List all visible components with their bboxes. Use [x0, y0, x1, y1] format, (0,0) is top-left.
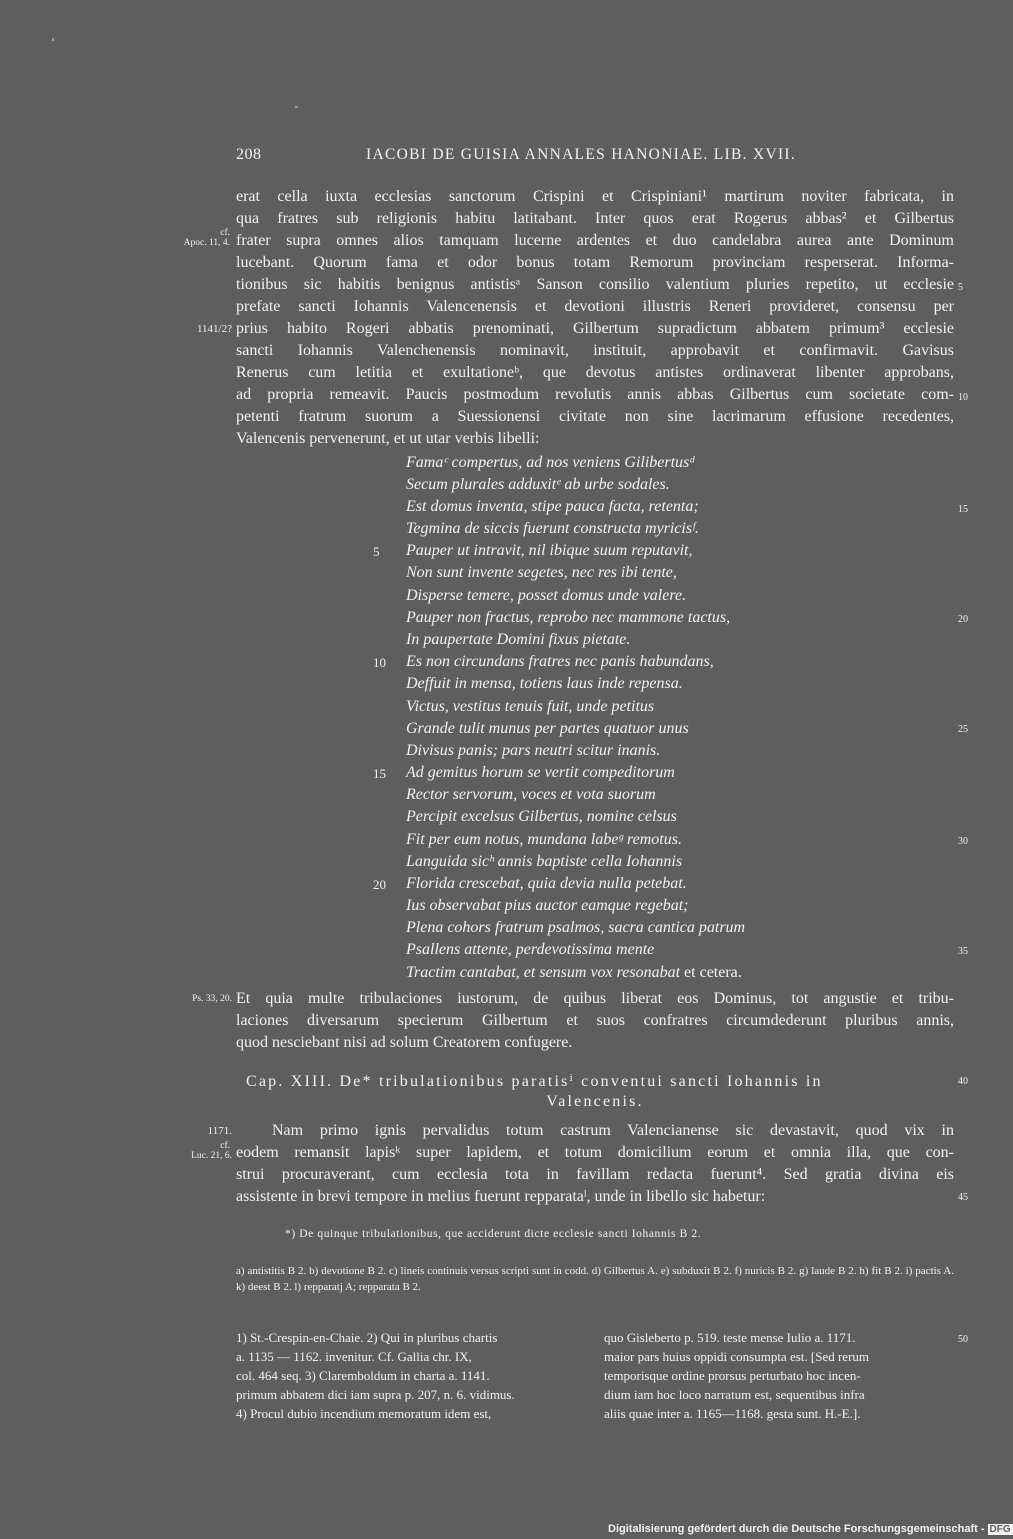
verse-line: Rector servorum, voces et vota suorum	[406, 786, 656, 803]
notes-right-column	[604, 1328, 956, 1423]
digitization-credit	[608, 1523, 1013, 1535]
chapter-heading-cont: Valencenis.	[546, 1093, 644, 1110]
verse-line	[406, 962, 742, 984]
verse-line: Secum plurales adduxitᵉ ab urbe sodales.	[406, 476, 670, 493]
margin-note-year: 1141/2?	[196, 323, 232, 335]
verse-line: Pauper ut intravit, nil ibique suum reputavit,	[406, 542, 693, 559]
credit-text: Digitalisierung gefördert durch die Deutsche Forschungsgemeinschaft -	[608, 1523, 985, 1535]
body-line: petenti fratrum suorum a Suessionensi civitate non sine lacrimarum effusione recedentes,	[236, 408, 954, 425]
running-title: IACOBI DE GUISIA ANNALES HANONIAE. LIB. XVII.	[366, 146, 797, 163]
body-line: quod nesciebant nisi ad solum Creatorem confugere.	[236, 1034, 573, 1051]
line-number: 5	[958, 282, 963, 293]
verse-line: Florida crescebat, quia devia nulla petebat.	[406, 875, 687, 892]
body-line: lucebant. Quorum fama et odor bonus totam Remorum provinciam resperserat. Informa-	[236, 254, 954, 271]
dfg-logo: DFG	[989, 1524, 1011, 1535]
line-number: 50	[958, 1334, 968, 1345]
notes-left-column	[236, 1328, 594, 1423]
body-line: assistente in brevi tempore in melius fuerunt repparataˡ, unde in libello sic habetur:	[236, 1188, 766, 1205]
body-line: qua fratres sub religionis habitu latitabant. Inter quos erat Rogerus abbas² et Gilbertus	[236, 210, 954, 227]
note-line: maior pars huius oppidi consumpta est. [Sed rerum	[604, 1349, 870, 1364]
verse-line: Deffuit in mensa, totiens laus inde repensa.	[406, 675, 683, 692]
verse-line: Languida sicʰ annis baptiste cella Iohannis	[406, 853, 683, 870]
body-line: Renerus cum letitia et exultationeᵇ, que devotus antistes ordinaverat libenter approbans,	[236, 364, 954, 381]
verse-line: Tegmina de siccis fuerunt constructa myricisᶠ.	[406, 520, 699, 537]
note-line: dium iam hoc loco narratum est, sequentibus infra	[604, 1387, 865, 1402]
verse-line: Non sunt invente segetes, nec res ibi tente,	[406, 564, 677, 581]
verse-number: 15	[373, 766, 386, 781]
note-line: quo Gisleberto p. 519. teste mense Iulio a. 1171.	[604, 1330, 856, 1345]
verse-line: Fit per eum notus, mundana labeᵍ remotus.	[406, 831, 682, 848]
note-line: 1) St.-Crespin-en-Chaie. 2) Qui in pluribus chartis	[236, 1330, 498, 1345]
verse-line: Victus, vestitus tenuis fuit, unde petitus	[406, 698, 655, 715]
note-line: aliis quae inter a. 1165—1168. gesta sunt. H.-E.].	[604, 1406, 861, 1421]
verse-line: Famaᶜ compertus, ad nos veniens Gilibertusᵈ	[406, 454, 695, 471]
body-line: Et quia multe tribulaciones iustorum, de quibus liberat eos Dominus, tot angustie et tribu-	[236, 990, 954, 1007]
line-number: 20	[958, 614, 968, 625]
margin-note-cf: cf.	[220, 228, 230, 238]
margin-note-luc: Luc. 21, 6.	[191, 1151, 232, 1161]
page-number: 208	[236, 146, 262, 163]
body-line: erat cella iuxta ecclesias sanctorum Crispini et Crispiniani¹ martirum noviter fabricata, in	[236, 188, 954, 205]
body-line: Nam primo ignis pervalidus totum castrum Valencianense sic devastavit, quod vix in	[272, 1122, 954, 1139]
verse-tail: et cetera.	[684, 964, 742, 981]
verse-number: 10	[373, 655, 386, 670]
verse-line: Ad gemitus horum se vertit compeditorum	[406, 764, 675, 781]
verse-number: 20	[373, 877, 386, 892]
scan-speck	[52, 38, 54, 41]
note-line: 4) Procul dubio incendium memoratum idem est,	[236, 1406, 492, 1421]
line-number: 30	[958, 836, 968, 847]
margin-note-ps: Ps. 33, 20.	[192, 994, 232, 1004]
verse-number: 5	[373, 544, 380, 559]
body-line: eodem remansit lapisᵏ super lapidem, et totum domicilium eorum et omnia illa, que con-	[236, 1144, 954, 1161]
body-line: frater supra omnes alios tamquam lucerne ardentes et duo candelabra aurea ante Dominum	[236, 232, 954, 249]
chapter-heading: Cap. XIII. De* tribulationibus paratisⁱ conventui sancti Iohannis in	[246, 1073, 823, 1090]
line-number: 10	[958, 392, 968, 403]
verse-line: Grande tulit munus per partes quatuor unus	[406, 720, 689, 737]
verse-line: Percipit excelsus Gilbertus, nomine celsus	[406, 808, 677, 825]
body-line: prius habito Rogeri abbatis prenominati, Gilbertum supradictum abbatem primum³ ecclesie	[236, 320, 954, 337]
body-line: sancti Iohannis Valenchenensis nominavit, instituit, approbavit et confirmavit. Gavisus	[236, 342, 954, 359]
verse-line: In paupertate Domini fixus pietate.	[406, 631, 631, 648]
body-line: ad propria remeavit. Paucis postmodum revolutis annis abbas Gilbertus cum societate com-	[236, 386, 954, 403]
margin-note-year: 1171.	[207, 1125, 232, 1137]
verse-line: Plena cohors fratrum psalmos, sacra cantica patrum	[406, 919, 746, 936]
verse-line: Psallens attente, perdevotissima mente	[406, 941, 655, 958]
verse-line: Es non circundans fratres nec panis habundans,	[406, 653, 714, 670]
verse-line: Est domus inventa, stipe pauca facta, retenta;	[406, 498, 699, 515]
margin-note-cf: cf.	[220, 1141, 230, 1151]
variant-apparatus: a) antistitis B 2. b) devotione B 2. c) lineis continuis versus scripti sunt in codd. d) Gilbertus A. e) subduxit B 2. f) nuricis B 2. g) laude B 2. h) fit B 2. i) pactis A. k) deest B 2. l) repparatj A; repparata B 2.	[236, 1265, 954, 1293]
line-number: 45	[958, 1192, 968, 1203]
footnote-star: *) De quinque tribulationibus, que acciderunt dicte ecclesie sancti Iohannis B 2.	[285, 1228, 702, 1240]
scan-speck	[295, 106, 298, 108]
verse-line: Ius observabat pius auctor eamque regebat;	[406, 897, 689, 914]
body-line: strui procuraverant, cum ecclesia tota in favillam redacta fuerunt⁴. Sed gratia divina eis	[236, 1166, 954, 1183]
line-number: 40	[958, 1076, 968, 1087]
line-number: 25	[958, 724, 968, 735]
body-line: laciones diversarum specierum Gilbertum et suos confratres circumdederunt pluribus annis,	[236, 1012, 954, 1029]
verse-line: Divisus panis; pars neutri scitur inanis.	[406, 742, 661, 759]
verse-line-text: Tractim cantabat, et sensum vox resonabat	[406, 964, 681, 981]
note-line: col. 464 seq. 3) Claremboldum in charta a. 1141.	[236, 1368, 490, 1383]
line-number: 35	[958, 946, 968, 957]
line-number: 15	[958, 504, 968, 515]
note-line: temporisque ordine prorsus perturbato hoc incen-	[604, 1368, 861, 1383]
body-line: Valencenis pervenerunt, et ut utar verbis libelli:	[236, 430, 540, 447]
note-line: primum abbatem dici iam supra p. 207, n. 6. vidimus.	[236, 1387, 515, 1402]
margin-note-apoc: Apoc. 11, 4.	[183, 238, 230, 248]
verse-line: Pauper non fractus, reprobo nec mammone tactus,	[406, 609, 731, 626]
body-line: tionibus sic habitis benignus antistisᵃ Sanson consilio valentium pluries repetito, ut ecclesie	[236, 276, 954, 293]
verse-line: Disperse temere, posset domus unde valere.	[406, 587, 687, 604]
body-line: prefate sancti Iohannis Valencenensis et devotioni illustris Reneri provideret, consensu per	[236, 298, 954, 315]
note-line: a. 1135 — 1162. invenitur. Cf. Gallia chr. IX,	[236, 1349, 472, 1364]
